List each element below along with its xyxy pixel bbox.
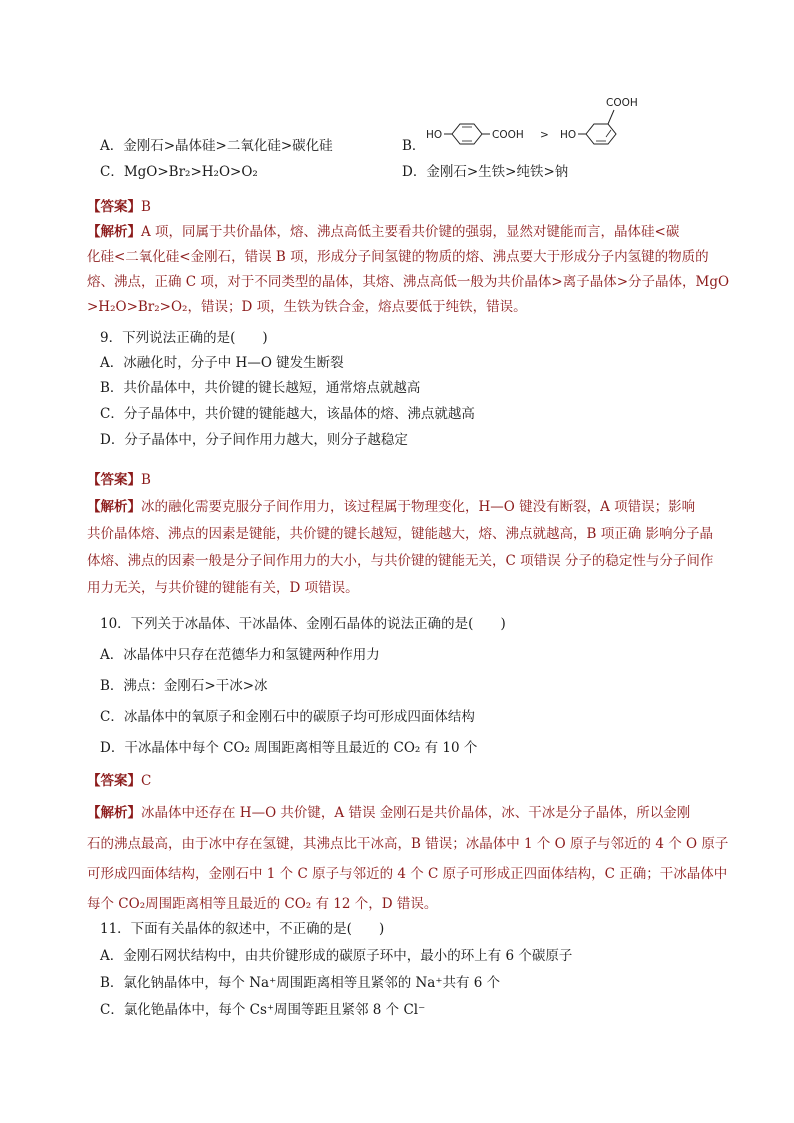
answer-tag: 【答案】 [87,472,141,488]
q9-analysis-line: 共价晶体熔、沸点的因素是键能，共价键的键长越短，键能越大，熔、沸点就越高，B 项正确 影响分子晶 [87,526,714,542]
analysis-tag: 【解析】 [87,224,141,240]
q9-analysis-line: 用力无关，与共价键的键能有关，D 项错误。 [87,580,359,596]
q8-analysis-line [87,222,679,242]
q10-analysis-line: 可形成四面体结构，金刚石中 1 个 C 原子与邻近的 4 个 C 原子可形成正四面体结构，C 正确；干冰晶体中 [87,866,728,882]
q9-analysis-line: 体熔、沸点的因素一般是分子间作用力的大小，与共价键的键能无关，C 项错误 分子的稳定性与分子间作 [87,553,714,569]
answer-value: B [141,199,151,215]
cooh-label-top: COOH [606,97,638,109]
q8-analysis-line: >H₂O>Br₂>O₂，错误；D 项，生铁为铁合金，熔点要低于纯铁，错误。 [87,299,527,315]
cooh-label-right: COOH [492,129,524,141]
q10-option: B．沸点：金刚石>干冰>冰 [100,678,268,694]
q8-option-d: D．金刚石>生铁>纯铁>钠 [402,164,569,180]
q8-answer [87,197,151,217]
q10-option: A．冰晶体中只存在范德华力和氢键两种作用力 [100,647,380,663]
q10-answer [87,771,151,791]
analysis-tag: 【解析】 [87,499,141,515]
answer-value: B [141,472,151,488]
q9-stem: 9．下列说法正确的是( ) [100,330,268,346]
answer-tag: 【答案】 [87,773,141,789]
q9-option: B．共价晶体中，共价键的键长越短，通常熔点就越高 [100,380,421,396]
analysis-text: 冰晶体中还存在 H—O 共价键，A 错误 金刚石是共价晶体，冰、干冰是分子晶体，所以金刚 [141,805,691,821]
q10-analysis-line: 石的沸点最高，由于冰中存在氢键，其沸点比干冰高，B 错误；冰晶体中 1 个 O 原子与邻近的 4 个 O 原子 [87,836,729,852]
q9-option: D．分子晶体中，分子间作用力越大，则分子越稳定 [100,432,408,448]
q8-analysis-line: 熔、沸点，正确 C 项，对于不同类型的晶体，其熔、沸点高低一般为共价晶体>离子晶体>分子晶体，MgO [87,274,730,290]
q8-option-c: C．MgO>Br₂>H₂O>O₂ [100,164,258,180]
q10-option: C．冰晶体中的氧原子和金刚石中的碳原子均可形成四面体结构 [100,709,475,725]
q9-option: A．冰融化时，分子中 H—O 键发生断裂 [100,355,344,371]
q11-option: C．氯化铯晶体中，每个 Cs⁺周围等距且紧邻 8 个 Cl⁻ [100,1002,426,1018]
q10-option: D．干冰晶体中每个 CO₂ 周围距离相等且最近的 CO₂ 有 10 个 [100,740,478,756]
answer-tag: 【答案】 [87,199,141,215]
q11-option: B．氯化钠晶体中，每个 Na⁺周围距离相等且紧邻的 Na⁺共有 6 个 [100,975,501,991]
q8-analysis-line: 化硅<二氧化硅<金刚石，错误 B 项，形成分子间氢键的物质的熔、沸点要大于形成分子内氢键的物质的 [87,249,709,265]
q9-answer [87,470,151,490]
q9-analysis-line [87,497,695,517]
ho-label-left: HO [426,129,443,141]
greater-than: > [540,129,549,141]
analysis-text: A 项，同属于共价晶体，熔、沸点高低主要看共价键的强弱，显然对键能而言，晶体硅<碳 [141,224,680,240]
analysis-text: 冰的融化需要克服分子间作用力，该过程属于物理变化，H—O 键没有断裂，A 项错误；影响 [141,499,696,515]
q11-option: A．金刚石网状结构中，由共价键形成的碳原子环中，最小的环上有 6 个碳原子 [100,948,573,964]
q9-option: C．分子晶体中，共价键的键能越大，该晶体的熔、沸点就越高 [100,406,475,422]
ho-label-right: HO [560,129,577,141]
q10-stem: 10．下列关于冰晶体、干冰晶体、金刚石晶体的说法正确的是( ) [100,616,506,632]
q10-analysis-line [87,803,690,823]
analysis-tag: 【解析】 [87,805,141,821]
q8-option-b-label: B． [402,138,426,154]
q11-stem: 11．下面有关晶体的叙述中，不正确的是( ) [100,921,385,937]
q8-option-a: A．金刚石>晶体硅>二氧化硅>碳化硅 [100,138,333,154]
q10-analysis-line: 每个 CO₂周围距离相等且最近的 CO₂ 有 12 个，D 错误。 [87,896,438,912]
answer-value: C [141,773,152,789]
q8-option-b-structures [422,92,662,162]
